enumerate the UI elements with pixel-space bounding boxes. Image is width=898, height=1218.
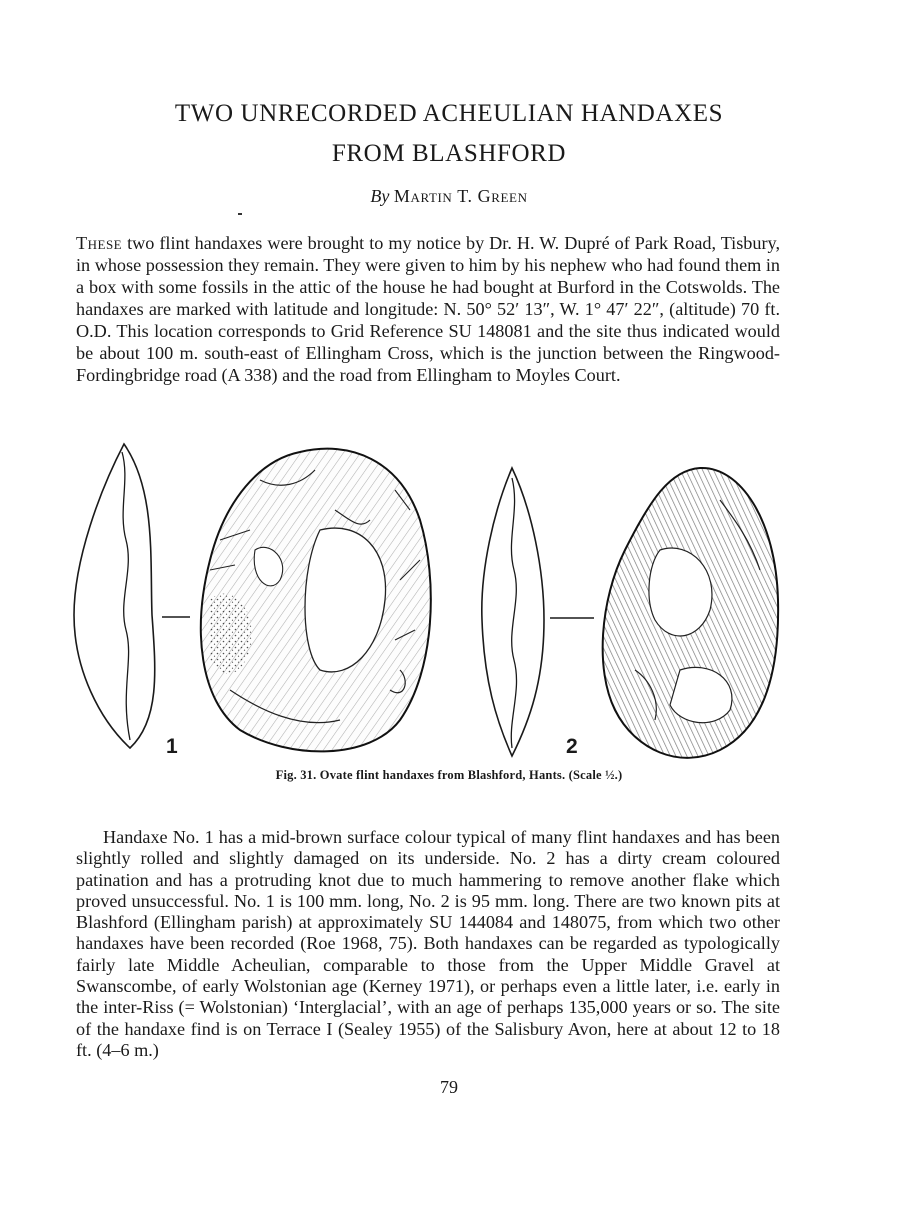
stray-mark: [238, 213, 242, 215]
handaxe-1-profile: [74, 444, 155, 748]
figure-caption: Fig. 31. Ovate flint handaxes from Blashford, Hants. (Scale ½.): [275, 768, 623, 782]
author-name: Martin T. Green: [393, 186, 528, 206]
article-title-line-1: TWO UNRECORDED ACHEULIAN HANDAXES: [174, 100, 724, 127]
byline: [0, 186, 898, 207]
byline-by: By: [370, 186, 390, 206]
handaxe-drawings: [60, 430, 800, 775]
body-paragraph: Handaxe No. 1 has a mid-brown surface colour typical of many flint handaxes and has been slightly rolled and slightly damaged on its underside. No. 2 has a dirty cream coloured patination and has a protruding knot due to much hammering to remove another flake which proved unsuccessful. No. 1 is 100 mm. long, No. 2 is 95 mm. long. There are two known pits at Blashford (Ellingham parish) at approximately SU 144084 and 148075, from which two other handaxes have been recorded (Roe 1968, 75). Both handaxes can be regarded as typologically fairly late Middle Acheulian, comparable to those from the Upper Middle Gravel at Swanscombe, of early Wolstonian age (Kerney 1971), or perhaps even a little later, i.e. early in the inter-Riss (= Wolstonian) ‘Interglacial’, with an age of perhaps 135,000 years or so. The site of the handaxe find is on Terrace I (Sealey 1955) of the Salisbury Avon, here at about 12 to 18 ft. (4–6 m.): [76, 827, 780, 1060]
handaxe-1-face: [201, 449, 431, 752]
intro-paragraph: [76, 232, 780, 386]
figure-handaxes: [60, 430, 800, 775]
figure-number-1: 1: [166, 735, 178, 758]
handaxe-2-face: [603, 468, 778, 758]
figure-number-2: 2: [566, 735, 578, 758]
article-title-line-2: FROM BLASHFORD: [331, 140, 567, 167]
page-number: 79: [440, 1077, 458, 1097]
intro-lead-word: These: [76, 233, 123, 253]
intro-text: two flint handaxes were brought to my notice by Dr. H. W. Dupré of Park Road, Tisbury, in whose possession they remain. They were given to him by his nephew who had found them in a box with some fossils in the attic of the house he had bought at Burford in the Cotswolds. The handaxes are marked with latitude and longitude: N. 50° 52′ 13″, W. 1° 47′ 22″, (altitude) 70 ft. O.D. This location corresponds to Grid Reference SU 148081 and the site thus indicated would be about 100 m. south-east of Ellingham Cross, which is the junction between the Ringwood-Fordingbridge road (A 338) and the road from Ellingham to Moyles Court.: [76, 233, 780, 385]
handaxe-2-profile: [482, 468, 544, 756]
